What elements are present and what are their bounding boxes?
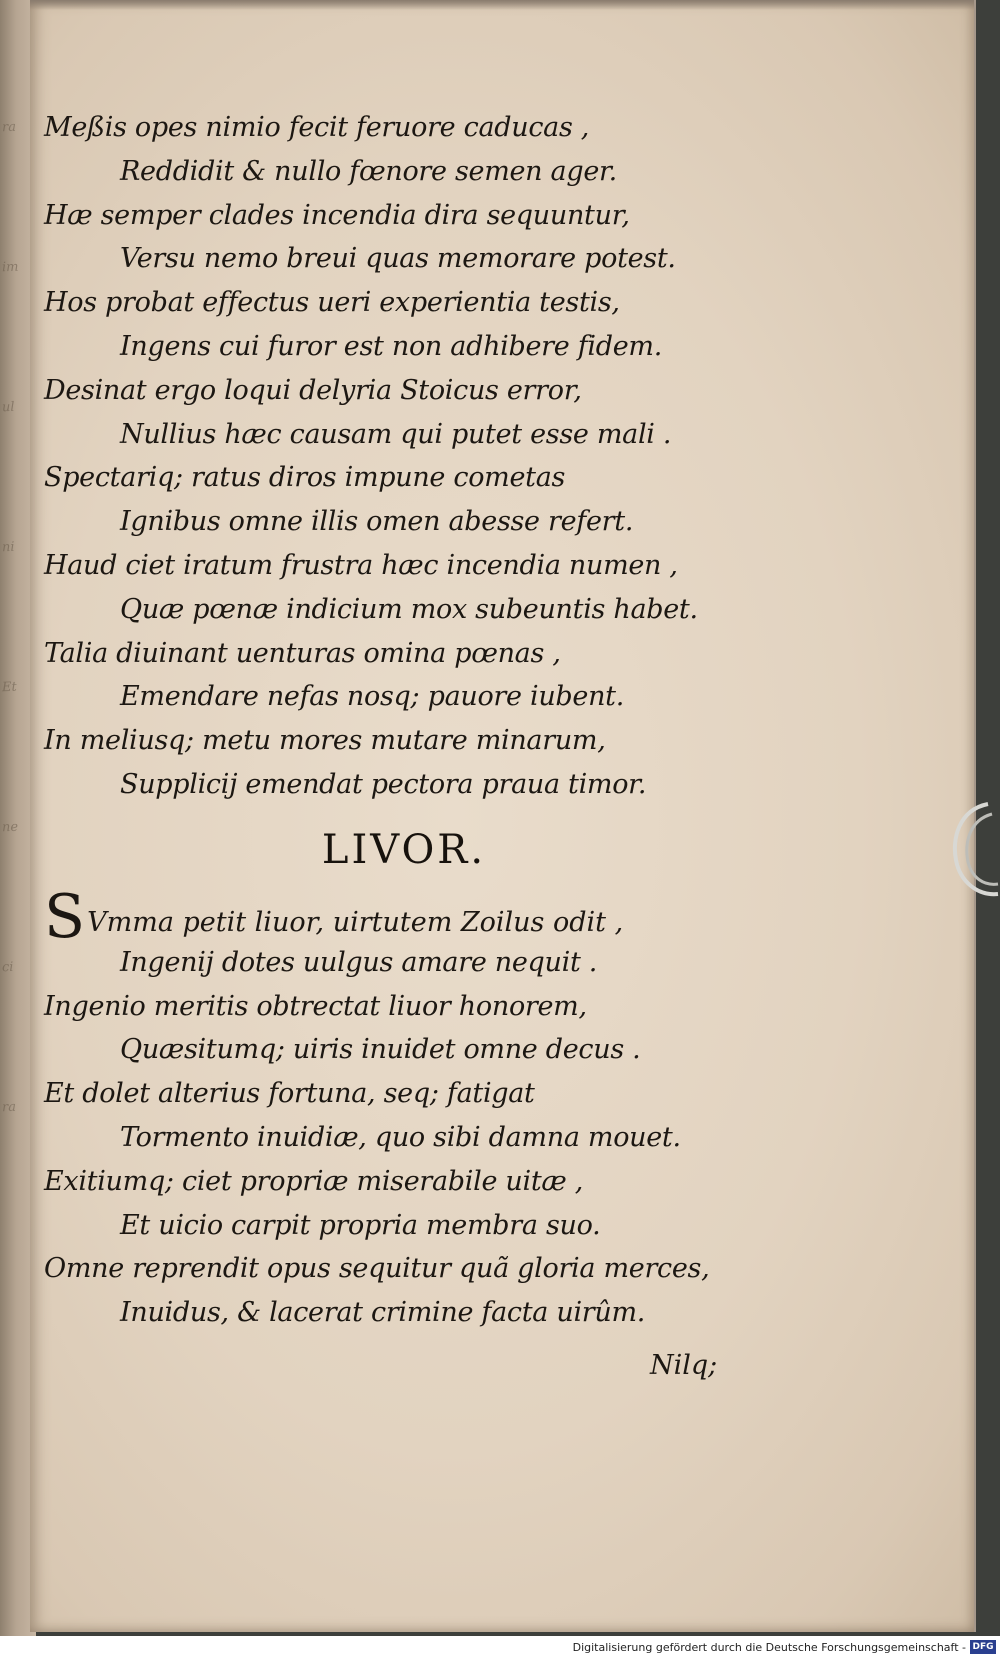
catchword: Nilq; bbox=[650, 1350, 718, 1381]
verse-line: Haud ciet iratum frustra hæc incendia numen , bbox=[44, 549, 678, 581]
poem-text bbox=[44, 106, 764, 1335]
verse-line: Ingenij dotes uulgus amare nequit . bbox=[120, 946, 598, 978]
footer-bar bbox=[0, 1636, 1000, 1660]
poem-bottom-stanza bbox=[44, 941, 764, 1335]
verse-line: Ingenio meritis obtrectat liuor honorem, bbox=[44, 990, 587, 1022]
first-line-text: Vmma petit liuor, uirtutem Zoilus odit , bbox=[87, 906, 624, 938]
poem-first-line bbox=[44, 881, 764, 952]
verse-line: Supplicij emendat pectora praua timor. bbox=[120, 768, 647, 800]
page-clip-icon bbox=[948, 800, 1000, 900]
poem-top-stanza bbox=[44, 106, 764, 807]
verse-line: Hæ semper clades incendia dira sequuntur, bbox=[44, 199, 630, 231]
book-page bbox=[30, 0, 976, 1632]
verse-line: Emendare nefas nosq; pauore iubent. bbox=[120, 681, 624, 713]
verse-line: Reddidit & nullo fœnore semen ager. bbox=[120, 155, 617, 187]
verse-line: Omne reprendit opus sequitur quã gloria merces, bbox=[44, 1253, 710, 1285]
verse-line: Ingens cui furor est non adhibere fidem. bbox=[120, 330, 663, 362]
verse-line: Quæ pœnæ indicium mox subeuntis habet. bbox=[120, 593, 698, 625]
drop-initial: S bbox=[44, 881, 86, 952]
verse-line: Et dolet alterius fortuna, seq; fatigat bbox=[44, 1078, 535, 1110]
verse-line: Versu nemo breui quas memorare potest. bbox=[120, 243, 676, 275]
verse-line: Desinat ergo loqui delyria Stoicus error, bbox=[44, 374, 582, 406]
verse-line: Hos probat effectus ueri experientia testis, bbox=[44, 287, 620, 319]
verse-line: Meßis opes nimio fecit feruore caducas , bbox=[44, 112, 590, 143]
verse-line: Ignibus omne illis omen abesse refert. bbox=[120, 506, 634, 538]
verse-line: Et uicio carpit propria membra suo. bbox=[120, 1209, 601, 1241]
verse-line: Exitiumq; ciet propriæ miserabile uitæ , bbox=[44, 1165, 584, 1197]
verse-line: Nullius hæc causam qui putet esse mali . bbox=[120, 418, 672, 450]
verse-line: Tormento inuidiæ, quo sibi damna mouet. bbox=[120, 1121, 681, 1153]
verse-line: Quæsitumq; uiris inuidet omne decus . bbox=[120, 1034, 641, 1066]
verse-line: Inuidus, & lacerat crimine facta uirûm. bbox=[120, 1297, 646, 1329]
verse-line: Spectariq; ratus diros impune cometas bbox=[44, 462, 566, 494]
section-heading: LIVOR. bbox=[321, 826, 487, 873]
page-top-shadow bbox=[30, 0, 974, 10]
footer-credit: Digitalisierung gefördert durch die Deutsche Forschungsgemeinschaft - bbox=[572, 1641, 966, 1654]
verse-line: Talia diuinant uenturas omina pœnas , bbox=[44, 637, 561, 669]
dfg-logo-icon: DFG bbox=[970, 1640, 996, 1654]
facing-page-edge: ra im ul ni Et ne ci ra bbox=[0, 0, 36, 1636]
verse-line: In meliusq; metu mores mutare minarum, bbox=[44, 725, 606, 757]
